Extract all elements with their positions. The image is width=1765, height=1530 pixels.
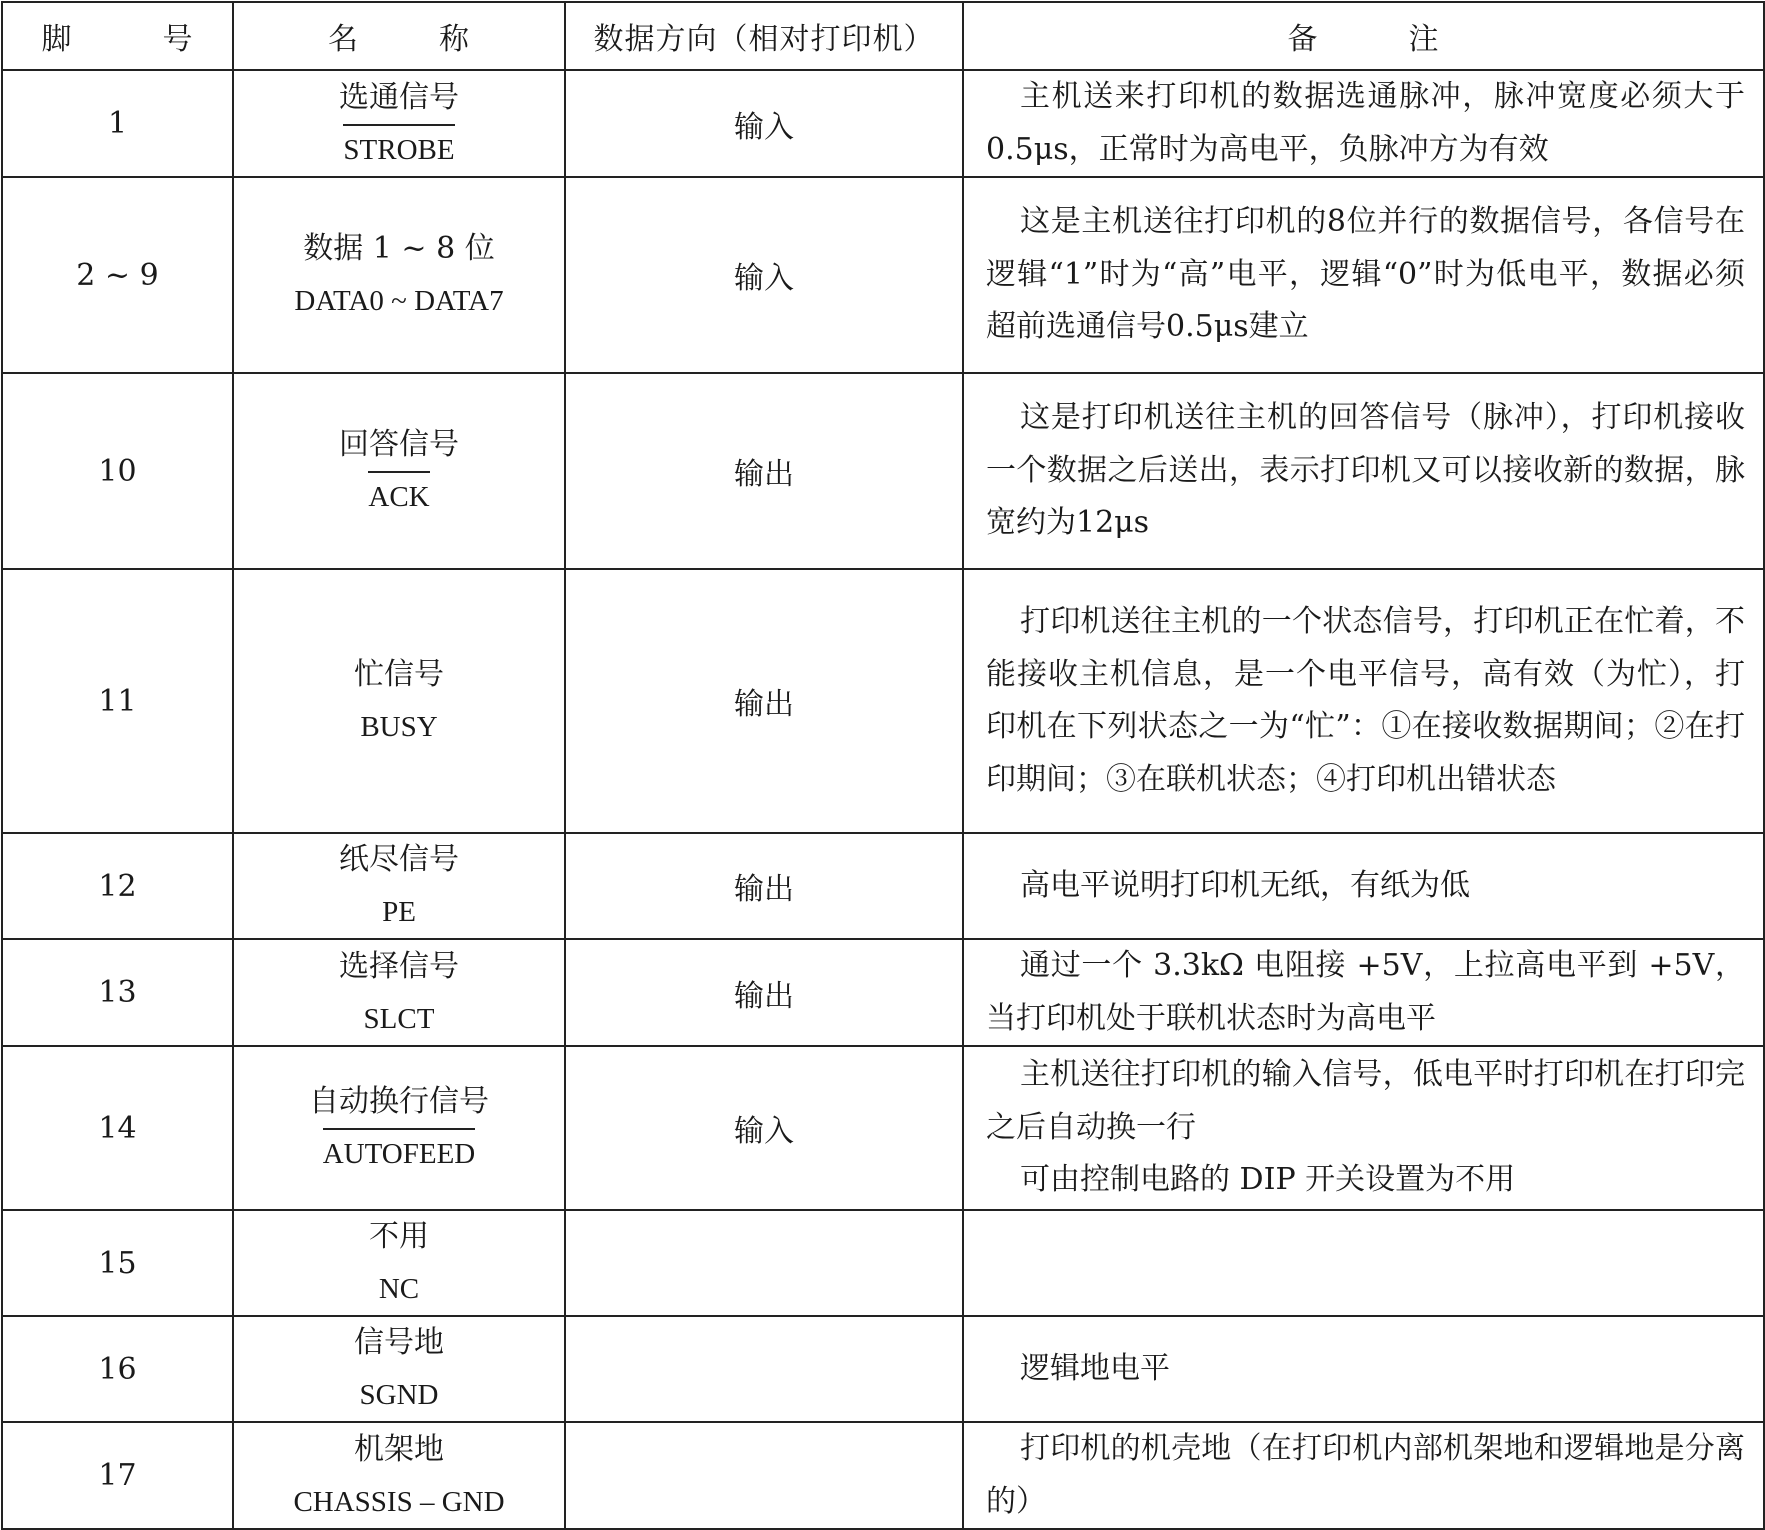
- signal-name-en: NC: [378, 1273, 420, 1305]
- remark-text: 高电平说明打印机无纸，有纸为低: [1020, 867, 1470, 903]
- remark-cell: [963, 569, 1764, 833]
- table-row: [2, 177, 1764, 373]
- signal-name-cn: 纸尽信号: [339, 842, 459, 877]
- header-pin: 脚 号: [2, 2, 233, 70]
- table-row: [2, 373, 1764, 569]
- pin-cell: 1: [2, 70, 233, 177]
- signal-name-en: SLCT: [363, 1002, 435, 1035]
- signal-name-en-active-low: STROBE: [343, 124, 454, 172]
- pin-cell: 2 ~ 9: [2, 177, 233, 373]
- pin-definition-table: [1, 1, 1765, 1530]
- header-direction: 数据方向（相对打印机）: [565, 2, 963, 70]
- pin-cell: 16: [2, 1316, 233, 1422]
- signal-name-cn: 回答信号: [339, 427, 459, 462]
- remark-cell: [963, 939, 1764, 1046]
- direction-cell: 输入: [565, 70, 963, 177]
- pin-cell: 10: [2, 373, 233, 569]
- signal-name-cell: [233, 373, 565, 569]
- remark-cell: [963, 70, 1764, 177]
- pin-cell: 14: [2, 1046, 233, 1210]
- remark-cell: [963, 1316, 1764, 1422]
- remark-text: 通过一个 3.3kΩ 电阻接 +5V，上拉高电平到 +5V，当打印机处于联机状态时为高电平: [986, 948, 1745, 1036]
- table-row: [2, 1316, 1764, 1422]
- signal-name-cell: [233, 939, 565, 1046]
- signal-name-en: CHASSIS – GND: [293, 1485, 505, 1518]
- pin-cell: 17: [2, 1422, 233, 1529]
- remark-text: 打印机送往主机的一个状态信号，打印机正在忙着，不能接收主机信息，是一个电平信号，高有效（为忙），打印机在下列状态之一为“忙”：①在接收数据期间；②在打印期间；③在联机状态；④打印机出错状态: [986, 604, 1745, 797]
- remark-text: 这是打印机送往主机的回答信号（脉冲），打印机接收一个数据之后送出，表示打印机又可以接收新的数据，脉宽约为12μs: [986, 400, 1745, 541]
- direction-cell: 输出: [565, 939, 963, 1046]
- pin-cell: 15: [2, 1210, 233, 1316]
- direction-cell: 输入: [565, 1046, 963, 1210]
- remark-text-extra: 可由控制电路的 DIP 开关设置为不用: [1020, 1162, 1516, 1198]
- remark-text: 逻辑地电平: [1020, 1350, 1170, 1386]
- remark-cell: [963, 833, 1764, 939]
- table-row: [2, 1046, 1764, 1210]
- signal-name-cell: [233, 70, 565, 177]
- signal-name-cn: 选通信号: [339, 79, 459, 115]
- signal-name-cn: 不用: [369, 1219, 429, 1254]
- remark-cell: [963, 373, 1764, 569]
- signal-name-en-active-low: AUTOFEED: [323, 1128, 476, 1176]
- signal-name-cn: 自动换行信号: [309, 1084, 489, 1119]
- signal-name-cell: [233, 833, 565, 939]
- signal-name-cell: [233, 569, 565, 833]
- signal-name-cn: 机架地: [354, 1431, 444, 1467]
- signal-name-cell: [233, 1210, 565, 1316]
- signal-name-en: DATA0 ~ DATA7: [294, 285, 504, 317]
- table-row: [2, 1422, 1764, 1529]
- direction-cell: 输出: [565, 833, 963, 939]
- signal-name-cell: [233, 1316, 565, 1422]
- signal-name-cell: [233, 1046, 565, 1210]
- remark-text: 打印机的机壳地（在打印机内部机架地和逻辑地是分离的）: [986, 1431, 1745, 1519]
- signal-name-cn: 选择信号: [339, 948, 459, 984]
- pin-cell: 11: [2, 569, 233, 833]
- direction-cell: [565, 1210, 963, 1316]
- remark-text: 主机送来打印机的数据选通脉冲，脉冲宽度必须大于0.5μs，正常时为高电平，负脉冲方为有效: [986, 79, 1745, 167]
- header-name: 名 称: [233, 2, 565, 70]
- remark-text: 这是主机送往打印机的8位并行的数据信号，各信号在逻辑“1”时为“高”电平，逻辑“0”时为低电平，数据必须超前选通信号0.5μs建立: [986, 204, 1745, 345]
- signal-name-en: SGND: [359, 1379, 439, 1411]
- header-remark: 备 注: [963, 2, 1764, 70]
- direction-cell: 输入: [565, 177, 963, 373]
- pin-cell: 13: [2, 939, 233, 1046]
- table-row: [2, 939, 1764, 1046]
- direction-cell: [565, 1316, 963, 1422]
- direction-cell: [565, 1422, 963, 1529]
- remark-cell: [963, 1210, 1764, 1316]
- remark-cell: [963, 1422, 1764, 1529]
- signal-name-cn: 数据 1 ~ 8 位: [303, 231, 495, 266]
- signal-name-cell: [233, 1422, 565, 1529]
- table-row: [2, 1210, 1764, 1316]
- remark-text: 主机送往打印机的输入信号，低电平时打印机在打印完之后自动换一行: [986, 1057, 1745, 1145]
- table-row: [2, 833, 1764, 939]
- signal-name-cn: 忙信号: [354, 657, 444, 692]
- header-row: [2, 2, 1764, 70]
- signal-name-en: BUSY: [360, 711, 438, 743]
- signal-name-en-active-low: ACK: [368, 471, 429, 519]
- signal-name-en: PE: [382, 896, 416, 928]
- direction-cell: 输出: [565, 569, 963, 833]
- remark-cell: [963, 1046, 1764, 1210]
- signal-name-cell: [233, 177, 565, 373]
- direction-cell: 输出: [565, 373, 963, 569]
- pin-cell: 12: [2, 833, 233, 939]
- table-row: [2, 70, 1764, 177]
- table-row: [2, 569, 1764, 833]
- remark-cell: [963, 177, 1764, 373]
- signal-name-cn: 信号地: [354, 1325, 444, 1360]
